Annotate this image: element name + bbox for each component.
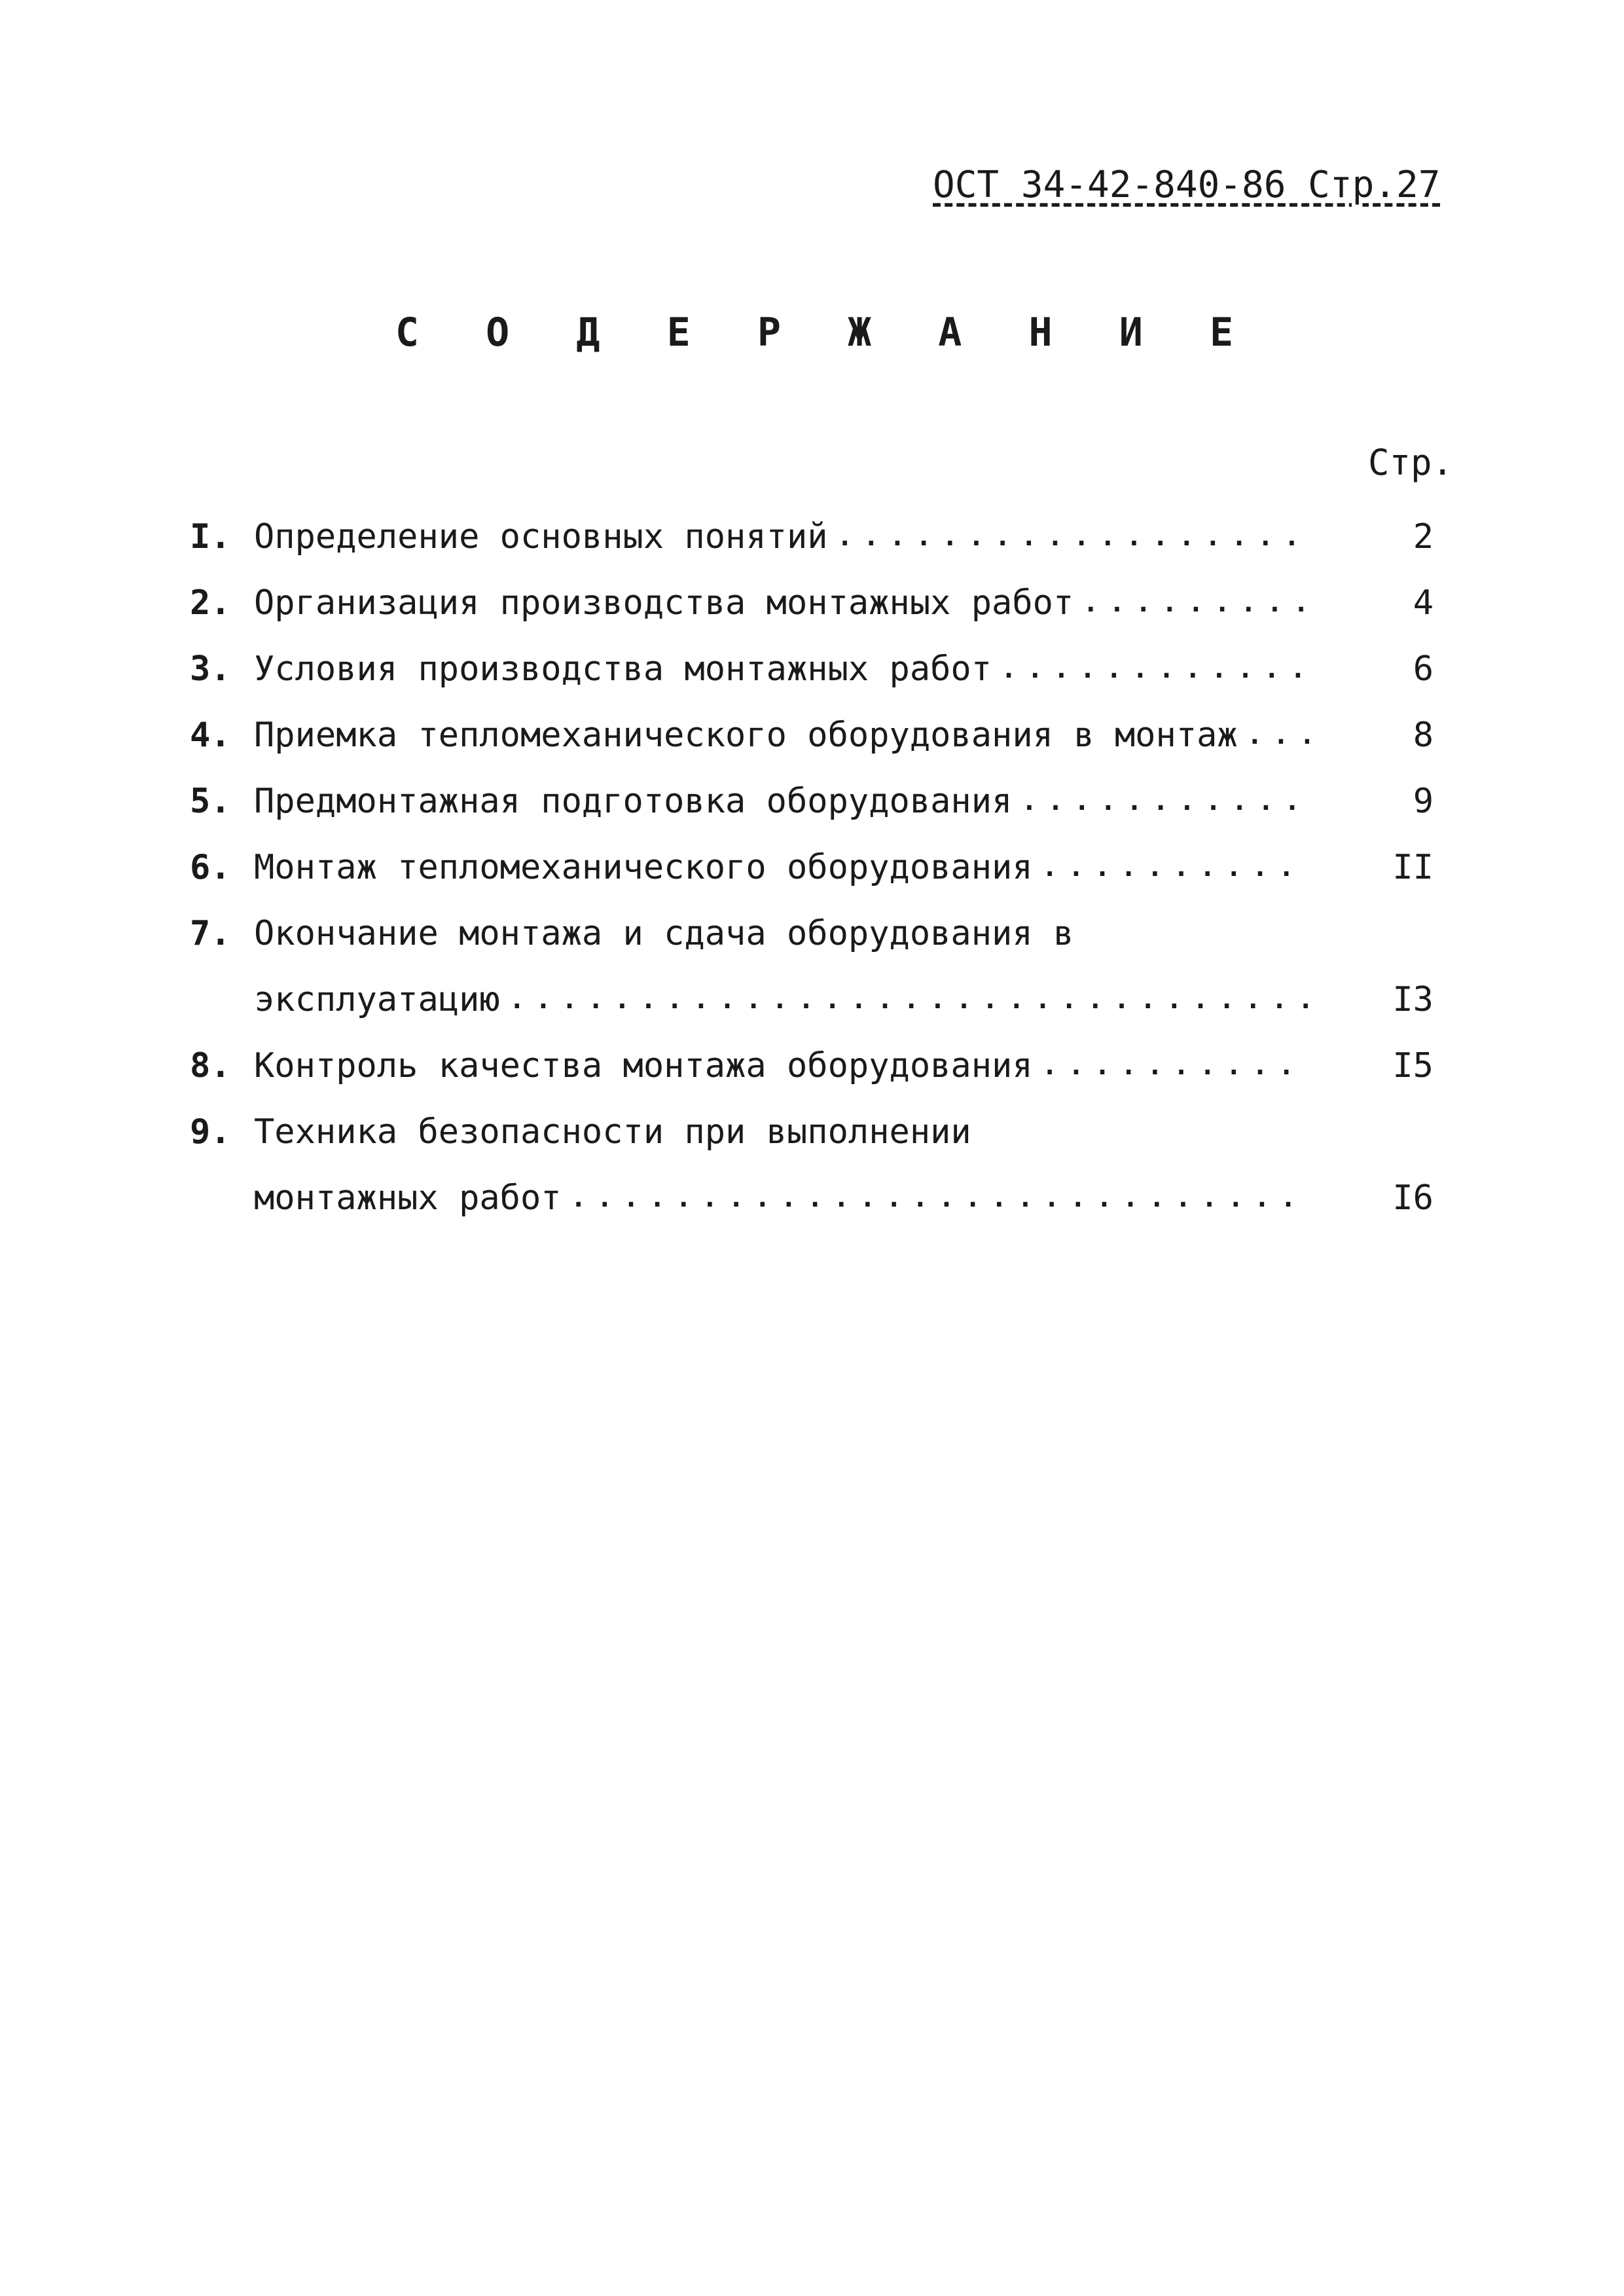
dot-leader: [571, 1165, 1309, 1231]
table-of-contents: [190, 504, 1434, 1231]
toc-item-page: 8: [1413, 716, 1434, 755]
toc-item-title: Окончание монтажа и сдача оборудования в: [254, 914, 1074, 953]
toc-item-title: Предмонтажная подготовка оборудования: [254, 782, 1013, 821]
toc-item-page: I6: [1392, 1178, 1434, 1218]
toc-item-title: Организация производства монтажных работ: [254, 583, 1074, 623]
toc-item-page: II: [1392, 848, 1434, 887]
toc-item: [190, 504, 1434, 570]
dot-leader: [1042, 1033, 1309, 1099]
toc-item-page: I5: [1392, 1046, 1434, 1085]
toc-item: [190, 901, 1434, 1033]
dot-leader: [1021, 769, 1309, 835]
toc-item: [190, 702, 1434, 769]
toc-item-number: I.: [190, 517, 231, 556]
toc-item-title: Определение основных понятий: [254, 517, 828, 556]
toc-item-title-continued: монтажных работ: [254, 1178, 562, 1218]
toc-item-number: 2.: [190, 583, 231, 623]
toc-item: [190, 1033, 1434, 1099]
document-reference: ОСТ 34-42-840-86 Стр.27: [933, 164, 1441, 206]
toc-item-number: 6.: [190, 848, 231, 887]
toc-item: [190, 835, 1434, 901]
toc-item-page: 4: [1413, 583, 1434, 623]
toc-item-title: Техника безопасности при выполнении: [254, 1112, 971, 1152]
dot-leader: [509, 967, 1309, 1033]
toc-item-page: I3: [1392, 980, 1434, 1019]
toc-item-page: 6: [1413, 649, 1434, 689]
toc-item: [190, 636, 1434, 702]
dot-leader: [1247, 702, 1309, 769]
dot-leader: [1042, 835, 1309, 901]
page-column-label: Стр.: [1367, 442, 1453, 483]
page-title: С О Д Е Р Ж А Н И Е: [395, 310, 1255, 355]
toc-item-title: Приемка тепломеханического оборудования в монтаж: [254, 716, 1238, 755]
dot-leader: [1001, 636, 1309, 702]
toc-item-page: 2: [1413, 517, 1434, 556]
dot-leader: [1083, 570, 1309, 636]
toc-item-number: 4.: [190, 716, 231, 755]
toc-item-number: 7.: [190, 914, 231, 953]
toc-item-number: 9.: [190, 1112, 231, 1152]
toc-item-number: 5.: [190, 782, 231, 821]
toc-item-number: 8.: [190, 1046, 231, 1085]
toc-item-title: Монтаж тепломеханического оборудования: [254, 848, 1033, 887]
toc-item: [190, 769, 1434, 835]
toc-item-title-continued: эксплуатацию: [254, 980, 500, 1019]
toc-item-page: 9: [1413, 782, 1434, 821]
toc-item-title: Условия производства монтажных работ: [254, 649, 992, 689]
toc-item: [190, 1099, 1434, 1231]
toc-item-title: Контроль качества монтажа оборудования: [254, 1046, 1033, 1085]
dot-leader: [837, 504, 1309, 570]
toc-item-number: 3.: [190, 649, 231, 689]
toc-item: [190, 570, 1434, 636]
